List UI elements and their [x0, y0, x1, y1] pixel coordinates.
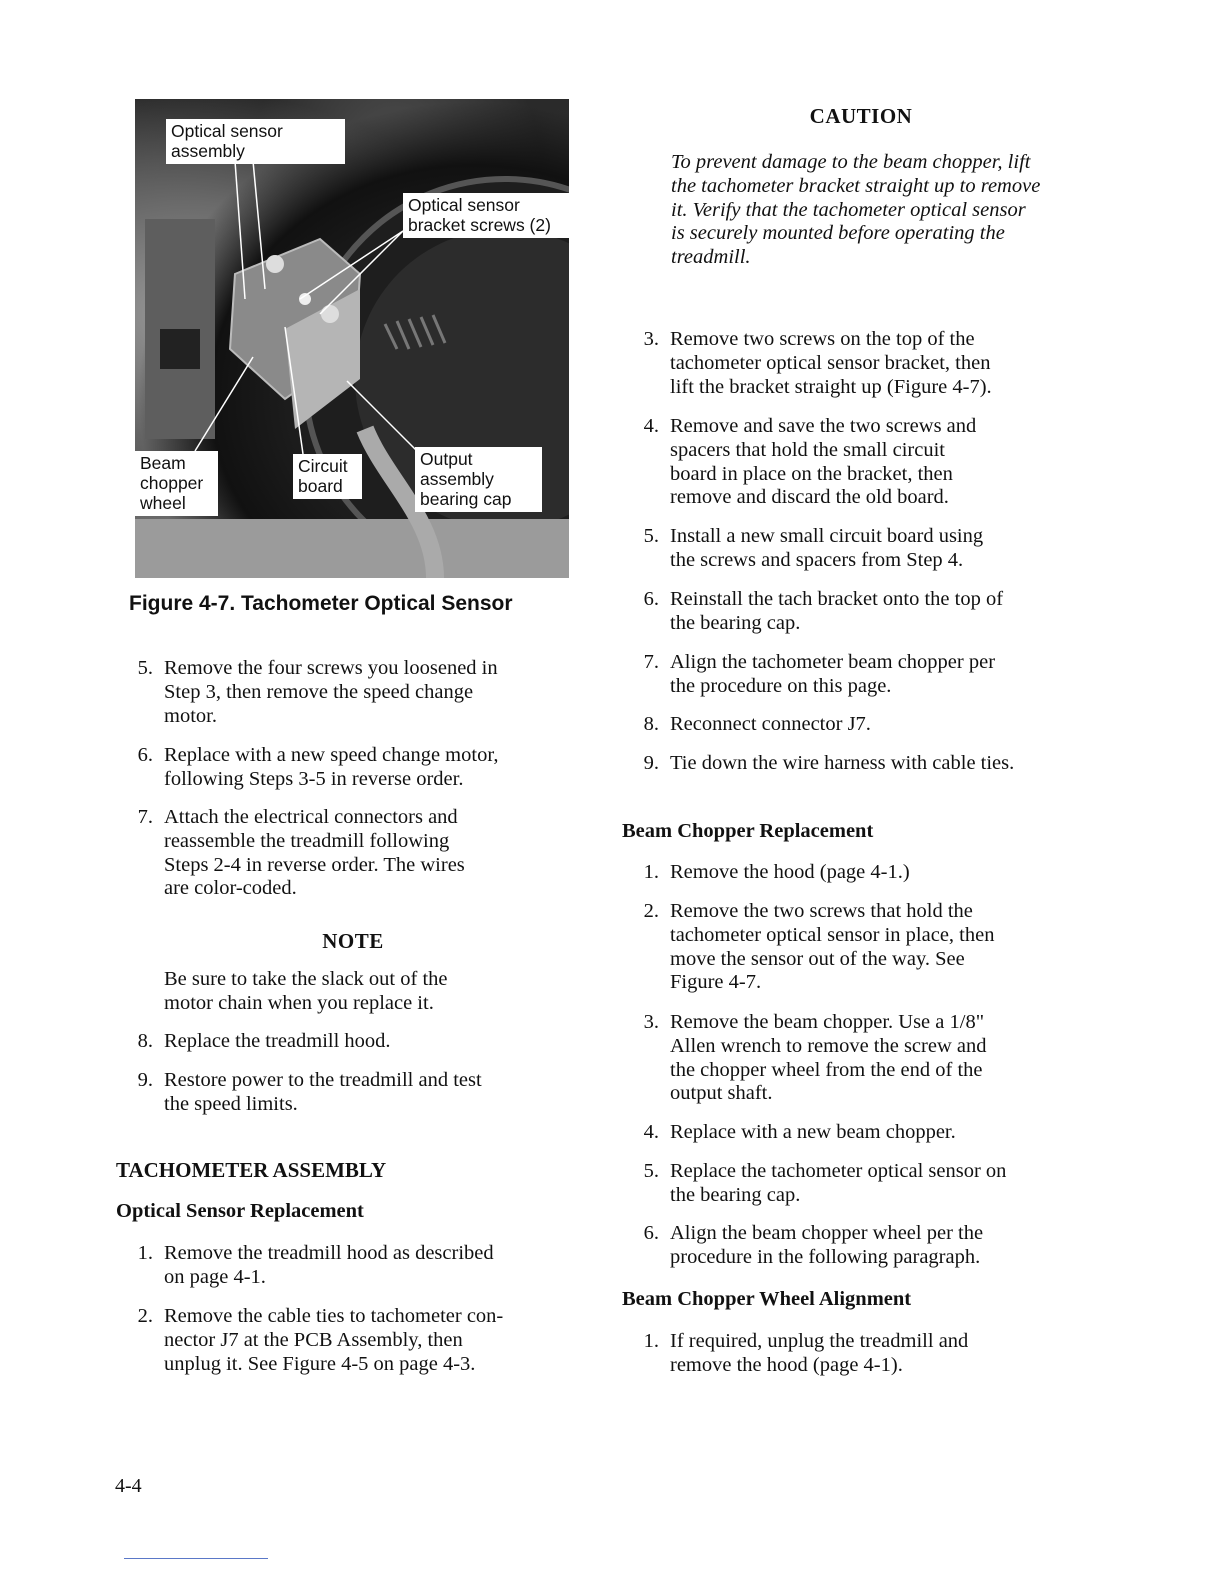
callout-bracket-screws: Optical sensor bracket screws (2) [403, 193, 569, 238]
step-text: Remove the hood (page 4-1.) [670, 861, 910, 883]
step-number: 1. [643, 861, 659, 883]
step-text: Remove the four screws you loosened in Step 3, then remove the speed change motor. [164, 657, 498, 727]
step-text: Reinstall the tach bracket onto the top of the bearing cap. [670, 588, 1004, 634]
step-text: Replace with a new speed change motor, following Steps 3-5 in reverse order. [164, 744, 499, 790]
step-text: Remove the treadmill hood as described on page 4-1. [164, 1242, 494, 1288]
step-number: 6. [643, 1222, 659, 1244]
bottom-divider [124, 1558, 268, 1559]
list-item [622, 713, 1102, 737]
list-item [622, 1121, 1102, 1145]
figure-caption: Figure 4-7. Tachometer Optical Sensor [129, 592, 513, 615]
step-text: Remove the beam chopper. Use a 1/8" Allen wrench to remove the screw and the chopper wheel from the end of the output shaft. [670, 1011, 987, 1105]
list-item [622, 1222, 1102, 1270]
step-number: 6. [137, 744, 153, 766]
list-item [116, 1069, 586, 1117]
caution-heading: CAUTION [809, 104, 913, 128]
step-text: Restore power to the treadmill and test the speed limits. [164, 1069, 482, 1115]
step-number: 6. [643, 588, 659, 610]
list-item [622, 1160, 1102, 1208]
subheading-beam-chopper-replacement: Beam Chopper Replacement [622, 820, 874, 842]
step-text: Tie down the wire harness with cable ties. [670, 752, 1015, 774]
list-item [622, 861, 1102, 885]
step-number: 8. [137, 1030, 153, 1052]
step-number: 8. [643, 713, 659, 735]
step-text: Remove two screws on the top of the tachometer optical sensor bracket, then lift the bracket straight up (Figure 4-7). [670, 328, 992, 398]
step-text: Replace the treadmill hood. [164, 1030, 391, 1052]
step-number: 2. [137, 1305, 153, 1327]
step-text: Align the beam chopper wheel per the procedure in the following paragraph. [670, 1222, 984, 1268]
list-item [622, 588, 1102, 636]
step-text: Remove and save the two screws and spacers that hold the small circuit board in place on the bracket, then remove and discard the old board. [670, 415, 977, 509]
list-item [116, 806, 586, 901]
step-number: 3. [643, 328, 659, 350]
list-item [622, 752, 1102, 776]
tachometer-photo [135, 99, 569, 578]
page-number: 4-4 [115, 1475, 142, 1497]
callout-output-bearing-cap: Output assembly bearing cap [415, 447, 542, 512]
section-heading-tachometer: TACHOMETER ASSEMBLY [116, 1158, 387, 1182]
step-number: 7. [137, 806, 153, 828]
caution-text: To prevent damage to the beam chopper, lift the tachometer bracket straight up to remove it. Verify that the tachometer optical sensor is securely mounted before operating the treadmill. [671, 151, 1041, 269]
step-text: Install a new small circuit board using the screws and spacers from Step 4. [670, 525, 984, 571]
step-text: Attach the electrical connectors and reassemble the treadmill following Steps 2-4 in reverse order. The wires are color-coded. [164, 806, 465, 900]
list-item [116, 1030, 586, 1054]
list-item [622, 525, 1102, 573]
list-item [622, 1011, 1102, 1106]
list-item [622, 1330, 1102, 1378]
step-text: Replace the tachometer optical sensor on the bearing cap. [670, 1160, 1007, 1206]
callout-circuit-board: Circuit board [293, 454, 362, 499]
list-item [622, 415, 1102, 510]
subheading-beam-chopper-alignment: Beam Chopper Wheel Alignment [622, 1288, 912, 1310]
list-item [116, 657, 586, 728]
step-text: Align the tachometer beam chopper per the procedure on this page. [670, 651, 996, 697]
list-item [116, 1305, 586, 1376]
step-number: 5. [137, 657, 153, 679]
callout-optical-sensor-assembly: Optical sensor assembly [166, 119, 345, 164]
subheading-optical-sensor-replacement: Optical Sensor Replacement [116, 1200, 364, 1222]
step-number: 3. [643, 1011, 659, 1033]
callout-beam-chopper-wheel: Beam chopper wheel [135, 451, 218, 516]
step-number: 1. [643, 1330, 659, 1352]
list-item [116, 744, 586, 792]
list-item [622, 651, 1102, 699]
list-item [116, 1242, 586, 1290]
list-item [622, 328, 1102, 399]
step-number: 4. [643, 1121, 659, 1143]
step-number: 9. [137, 1069, 153, 1091]
list-item [622, 900, 1102, 995]
step-text: If required, unplug the treadmill and remove the hood (page 4-1). [670, 1330, 969, 1376]
note-heading: NOTE [322, 929, 384, 953]
step-number: 4. [643, 415, 659, 437]
step-number: 2. [643, 900, 659, 922]
step-number: 9. [643, 752, 659, 774]
step-number: 1. [137, 1242, 153, 1264]
step-text: Remove the two screws that hold the tachometer optical sensor in place, then move the sensor out of the way. See Figure 4-7. [670, 900, 995, 994]
step-number: 5. [643, 525, 659, 547]
step-number: 7. [643, 651, 659, 673]
step-number: 5. [643, 1160, 659, 1182]
step-text: Replace with a new beam chopper. [670, 1121, 956, 1143]
note-text: Be sure to take the slack out of the motor chain when you replace it. [164, 968, 448, 1014]
step-text: Reconnect connector J7. [670, 713, 871, 735]
step-text: Remove the cable ties to tachometer con- nector J7 at the PCB Assembly, then unplug it. See Figure 4-5 on page 4-3. [164, 1305, 504, 1375]
